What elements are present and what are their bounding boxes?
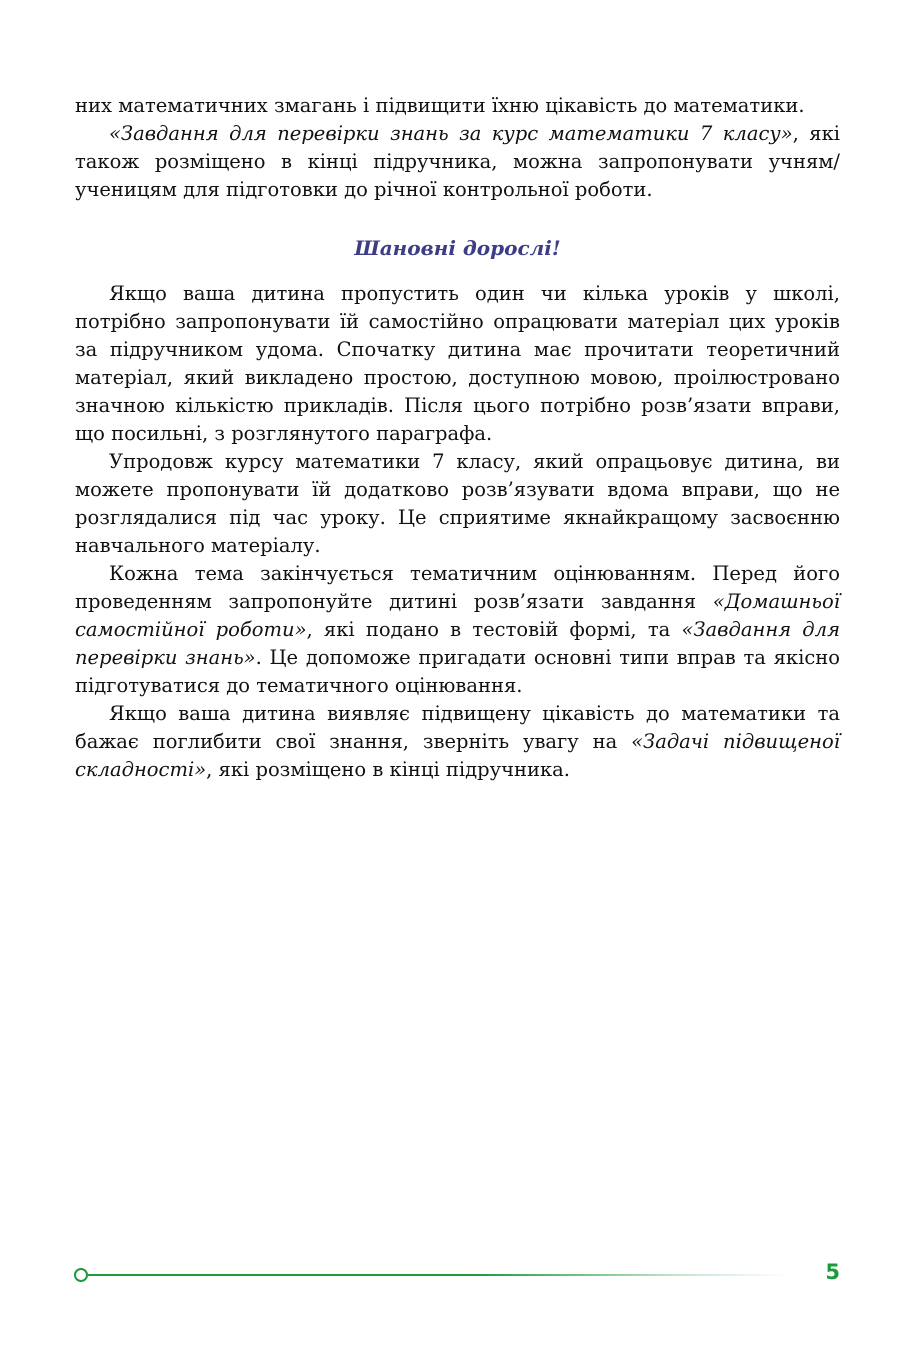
page-number: 5 <box>825 1260 840 1284</box>
page-body <box>75 92 840 784</box>
p3-text-1: Кожна тема закінчується тематичним оцінюванням. Перед його проведенням запропонуйте дитині розв’язати завдання <box>75 562 840 613</box>
page-footer <box>72 1260 852 1286</box>
p4-italic: «Задачі підвищеної складності» <box>75 730 840 781</box>
intro-italic-title: «Завдання для перевірки знань за курс математики 7 класу» <box>109 122 793 145</box>
p3-italic-1: «Домашньої самостійної роботи» <box>75 590 840 641</box>
footer-circle-icon <box>74 1268 88 1282</box>
intro-paragraph-tests <box>75 120 840 204</box>
p4-text-2: , які розміщено в кінці підручника. <box>206 758 570 781</box>
paragraph-thematic-assessment <box>75 560 840 700</box>
p3-text-3: . Це допоможе пригадати основні типи вправ та якісно підготуватися до тематичного оцінювання. <box>75 646 841 697</box>
intro-paragraph-continued: них математичних змагань і підвищити їхню цікавість до математики. <box>75 94 805 117</box>
footer-rule <box>88 1274 788 1276</box>
paragraph-extra-exercises: Упродовж курсу математики 7 класу, який опрацьовує дитина, ви можете пропонувати їй додатково розв’язувати вдома вправи, що не розглядалися під час уроку. Це сприятиме якнайкращому засвоєнню навчального матеріалу. <box>75 450 840 557</box>
p4-text-1: Якщо ваша дитина виявляє підвищену цікавість до математики та бажає поглибити свої знання, зверніть увагу на <box>75 702 840 753</box>
p3-text-2: , які подано в тестовій формі, та <box>306 618 682 641</box>
section-heading: Шановні дорослі! <box>354 236 561 260</box>
intro-paragraph-rest: , які також розміщено в кінці підручника, можна запропонувати учням/ученицям для підготовки до річної контрольної роботи. <box>75 122 840 201</box>
paragraph-advanced-tasks <box>75 700 840 784</box>
paragraph-missed-lessons: Якщо ваша дитина пропустить один чи кілька уроків у школі, потрібно запропонувати їй самостійно опрацювати матеріал цих уроків за підручником удома. Спочатку дитина має прочитати теоретичний матеріал, який викладено простою, доступною мовою, проілюстровано значною кількістю прикладів. Після цього потрібно розв’язати вправи, що посильні, з розглянутого параграфа. <box>75 282 840 445</box>
p3-italic-2: «Завдання для перевірки знань» <box>75 618 840 669</box>
